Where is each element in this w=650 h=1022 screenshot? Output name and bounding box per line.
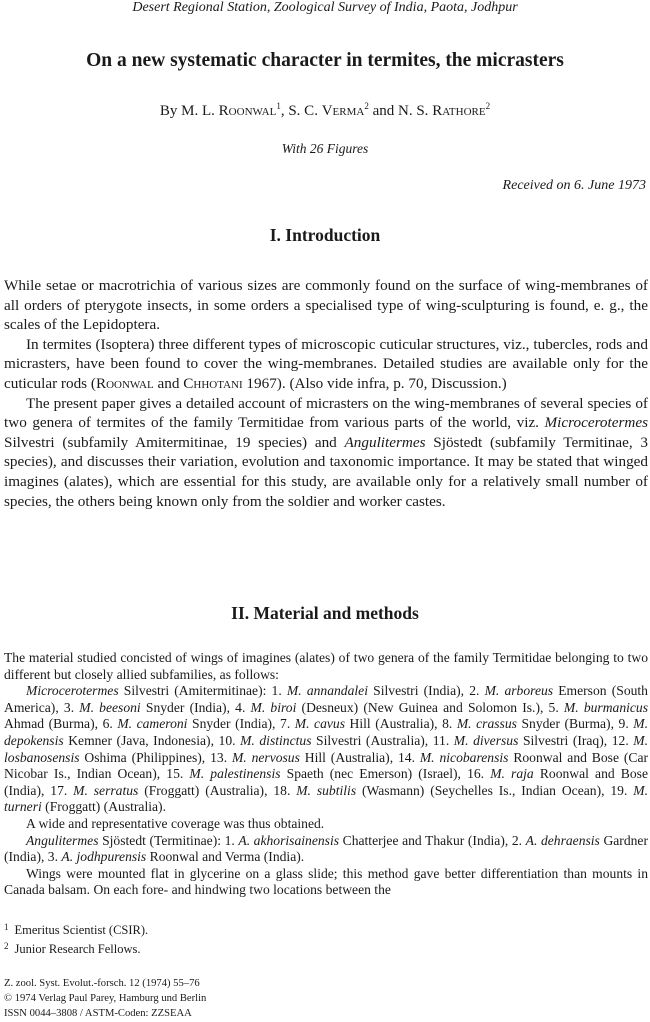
microcerotermes-species-authority: Spaeth (nec Emerson) (Israel), xyxy=(280,766,468,782)
microcerotermes-species-binomial: M. crassus xyxy=(456,716,517,732)
microcerotermes-species-binomial: M. biroi xyxy=(250,699,297,715)
microcerotermes-species-authority: (Wasmann) (Seychelles Is., Indian Ocean), xyxy=(356,782,611,798)
microcerotermes-species-number: 10. xyxy=(218,732,241,748)
citation-roonwal: Roonwal xyxy=(95,374,154,392)
figures-note: With 26 Figures xyxy=(281,141,369,156)
microcerotermes-species-entry xyxy=(103,716,280,731)
microcerotermes-species-authority: Snyder (Burma), xyxy=(516,716,619,732)
microcerotermes-species-authority: Oshima (Philippines), xyxy=(79,749,211,765)
author-3-surname: Rathore xyxy=(432,103,486,119)
microcerotermes-species-binomial: M. serratus xyxy=(73,782,139,798)
microcerotermes-species-number: 17. xyxy=(50,782,74,798)
microcerotermes-species-authority: Hill (Australia), xyxy=(345,716,443,732)
genus-angulitermes: Angulitermes xyxy=(344,433,426,451)
section-heading-introduction: I. Introduction xyxy=(269,225,381,245)
microcerotermes-species-number: 2. xyxy=(469,683,485,699)
intro-p3-text-b: Silvestri (subfamily Amitermitinae, 19 species) and xyxy=(4,433,345,451)
microcerotermes-species-number: 6. xyxy=(102,716,118,732)
author-3-footnote-mark: 2 xyxy=(485,101,491,111)
author-line xyxy=(0,101,650,120)
microcerotermes-species-number: 8. xyxy=(442,716,457,732)
author-1-footnote-mark: 1 xyxy=(276,101,281,111)
microcerotermes-species-authority: (Froggatt) (Australia), xyxy=(138,782,274,798)
author-separator: , xyxy=(280,103,285,119)
journal-imprint xyxy=(4,976,648,1022)
microcerotermes-species-binomial: M. turneri xyxy=(4,782,648,815)
intro-paragraph-1: While setae or macrotrichia of various sizes are commonly found on the surface of wing-membranes of all orders of pterygote insects, in some orders a specialised type of wing-sculpturing is found, e. g., the scales of the Lepidoptera. xyxy=(4,277,648,334)
microcerotermes-species-entry xyxy=(280,716,442,731)
microcerotermes-species-binomial: M. arboreus xyxy=(484,683,554,699)
intro-p2-text-b: 1967). (Also vide infra, p. 70, Discussion.) xyxy=(242,374,507,392)
microcerotermes-species-entry xyxy=(64,700,235,715)
citation-chhotani: Chhotani xyxy=(183,374,243,392)
author-2-surname: Verma xyxy=(321,103,365,119)
angulitermes-species-number: 1. xyxy=(224,832,239,848)
microcerotermes-species-number: 12. xyxy=(611,732,634,748)
microcerotermes-species-number: 7. xyxy=(280,716,295,732)
microcerotermes-species-authority: Hill (Australia), xyxy=(299,749,398,765)
microcerotermes-species-authority: Kemner (Java, Indonesia), xyxy=(63,732,219,748)
genus-2-name: Angulitermes xyxy=(26,832,99,848)
microcerotermes-species-authority: Silvestri (Iraq), xyxy=(518,732,612,748)
methods-intro-paragraph: The material studied concisted of wings of imagines (alates) of two genera of the family Termitidae belonging to two different but closely allied subfamilies, as follows: xyxy=(4,650,648,682)
microcerotermes-species-number: 5. xyxy=(548,699,564,715)
genus-1-name: Microcerotermes xyxy=(26,683,119,699)
microcerotermes-species-authority: Roonwal and Bose (Car Nicobar Is., Indian Ocean), xyxy=(4,749,649,782)
microcerotermes-species-entry xyxy=(273,783,610,798)
intro-paragraph-2 xyxy=(4,335,648,394)
microcerotermes-species-binomial: M. burmanicus xyxy=(563,699,649,715)
microcerotermes-species-authority: Silvestri (India), xyxy=(367,683,470,699)
angulitermes-species-list xyxy=(4,833,648,866)
intro-paragraph-3 xyxy=(4,394,648,512)
microcerotermes-species-list xyxy=(4,683,648,816)
genus-microcerotermes: Microcerotermes xyxy=(544,414,648,432)
microcerotermes-species-binomial: M. distinctus xyxy=(240,732,312,748)
microcerotermes-species-number: 3. xyxy=(63,699,80,715)
institution-header: Desert Regional Station, Zoological Survey of India, Paota, Jodhpur xyxy=(132,0,518,15)
angulitermes-species-binomial: A. akhorisainensis xyxy=(238,832,340,848)
microcerotermes-species-entry xyxy=(210,750,398,765)
microcerotermes-species-binomial: M. cameroni xyxy=(117,716,188,732)
microcerotermes-species-binomial: M. raja xyxy=(490,766,534,782)
microcerotermes-species-binomial: M. nervosus xyxy=(231,749,300,765)
microcerotermes-species-authority: (Froggatt) (Australia). xyxy=(41,799,166,815)
footnote-1-text: Emeritus Scientist (CSIR). xyxy=(14,923,149,937)
angulitermes-species-number: 3. xyxy=(47,849,62,865)
citation-and: and xyxy=(153,374,184,392)
angulitermes-species-authority: Chatterjee and Thakur (India), xyxy=(339,832,512,848)
imprint-citation: Z. zool. Syst. Evolut.-forsch. 12 (1974) 55–76 xyxy=(4,978,200,989)
and-word: and xyxy=(372,103,395,119)
material-methods-body xyxy=(4,650,648,899)
microcerotermes-species-entry xyxy=(433,733,612,748)
microcerotermes-species-number: 9. xyxy=(618,716,634,732)
microcerotermes-species-authority: Silvestri (Australia), xyxy=(311,732,433,748)
microcerotermes-species-binomial: M. beesoni xyxy=(79,699,141,715)
microcerotermes-species-entry xyxy=(166,766,467,781)
microcerotermes-species-number: 11. xyxy=(432,732,454,748)
microcerotermes-species-entry xyxy=(272,683,470,698)
intro-p3-text-a: The present paper gives a detailed account of micrasters on the wing-membranes of several species of two genera of termites of the family Termitidae from various parts of the world, viz. xyxy=(4,394,648,432)
intro-p3-text-c: Sjöstedt (subfamily Termitinae, 3 species), and discusses their variation, evolution and taxonomic importance. It may be stated that winged imagines (alates), which are essential for this study, are available only for a relatively small number of species, the others being known only from the soldier and worker castes. xyxy=(4,433,648,510)
section-heading-material-methods: II. Material and methods xyxy=(231,603,419,623)
coverage-sentence: A wide and representative coverage was thus obtained. xyxy=(26,815,325,831)
microcerotermes-species-number: 4. xyxy=(235,699,251,715)
mounting-paragraph: Wings were mounted flat in glycerine on a glass slide; this method gave better differentiation than mounts in Canada balsam. On each fore- and hindwing two locations between the xyxy=(4,865,648,898)
microcerotermes-species-authority: Roonwal and Bose (India), xyxy=(4,766,648,798)
by-word: By xyxy=(159,103,178,119)
angulitermes-species-binomial: A. dehraensis xyxy=(525,832,600,848)
microcerotermes-species-number: 1. xyxy=(271,683,287,699)
microcerotermes-species-binomial: M. diversus xyxy=(453,732,519,748)
microcerotermes-species-authority: Snyder (India), xyxy=(140,699,236,715)
microcerotermes-species-number: 14. xyxy=(397,749,420,765)
angulitermes-species-authority: Gardner (India), xyxy=(4,832,648,865)
footnote-2-mark: 2 xyxy=(4,940,9,951)
received-date: Received on 6. June 1973 xyxy=(502,178,646,193)
angulitermes-species-entry xyxy=(48,849,304,864)
author-1-initials: M. L. xyxy=(181,103,215,119)
microcerotermes-species-binomial: M. losbanosensis xyxy=(4,732,649,765)
microcerotermes-species-binomial: M. cavus xyxy=(294,716,345,732)
microcerotermes-species-authority: (Desneux) (New Guinea and Solomon Is.), xyxy=(296,699,549,715)
author-2-initials: S. C. xyxy=(288,103,318,119)
angulitermes-species-number: 2. xyxy=(511,832,526,848)
microcerotermes-species-authority: Snyder (India), xyxy=(187,716,281,732)
microcerotermes-species-binomial: M. nicobarensis xyxy=(419,749,509,765)
introduction-body xyxy=(4,276,648,511)
angulitermes-species-binomial: A. jodhpurensis xyxy=(61,849,147,865)
microcerotermes-species-number: 16. xyxy=(467,766,491,782)
footnote-2-text: Junior Research Fellows. xyxy=(14,941,141,956)
footnote-1-mark: 1 xyxy=(4,922,9,932)
footnotes xyxy=(4,920,648,957)
imprint-issn: ISSN 0044–3808 / ASTM-Coden: ZZSEAA xyxy=(4,1008,192,1020)
genus-2-authority: Sjöstedt (Termitinae): xyxy=(98,832,225,848)
author-1-surname: Roonwal xyxy=(218,103,277,119)
footnote-1 xyxy=(4,920,648,939)
microcerotermes-species-entry xyxy=(219,733,433,748)
microcerotermes-species-authority: Ahmad (Burma), xyxy=(4,716,103,732)
author-2-footnote-mark: 2 xyxy=(364,101,369,111)
author-3-initials: N. S. xyxy=(398,103,429,119)
microcerotermes-species-binomial: M. subtilis xyxy=(296,782,357,798)
species-1-items xyxy=(4,683,648,814)
microcerotermes-species-binomial: M. annandalei xyxy=(286,683,368,699)
microcerotermes-species-number: 18. xyxy=(273,782,297,798)
angulitermes-species-authority: Roonwal and Verma (India). xyxy=(146,849,305,865)
article-title: On a new systematic character in termites, the micrasters xyxy=(86,50,564,71)
microcerotermes-species-binomial: M. palestinensis xyxy=(189,766,281,782)
microcerotermes-species-binomial: M. depokensis xyxy=(4,716,649,748)
microcerotermes-species-number: 15. xyxy=(166,766,190,782)
microcerotermes-species-number: 19. xyxy=(610,782,634,798)
genus-1-authority: Silvestri (Amitermitinae): xyxy=(118,683,272,699)
imprint-copyright: © 1974 Verlag Paul Parey, Hamburg und Berlin xyxy=(4,993,207,1005)
microcerotermes-species-authority: Emerson (South America), xyxy=(4,683,648,715)
microcerotermes-species-number: 13. xyxy=(210,749,232,765)
angulitermes-species-entry xyxy=(225,833,512,848)
microcerotermes-species-entry xyxy=(50,783,273,798)
microcerotermes-species-entry xyxy=(235,700,548,715)
microcerotermes-species-entry xyxy=(442,716,618,731)
footnote-2 xyxy=(4,939,648,958)
intro-p2-text-a: In termites (Isoptera) three different types of microscopic cuticular structures, viz., tubercles, rods and micrasters, have been found to cover the wing-membranes. Detailed studies are available only for the cuticular rods ( xyxy=(4,335,648,392)
